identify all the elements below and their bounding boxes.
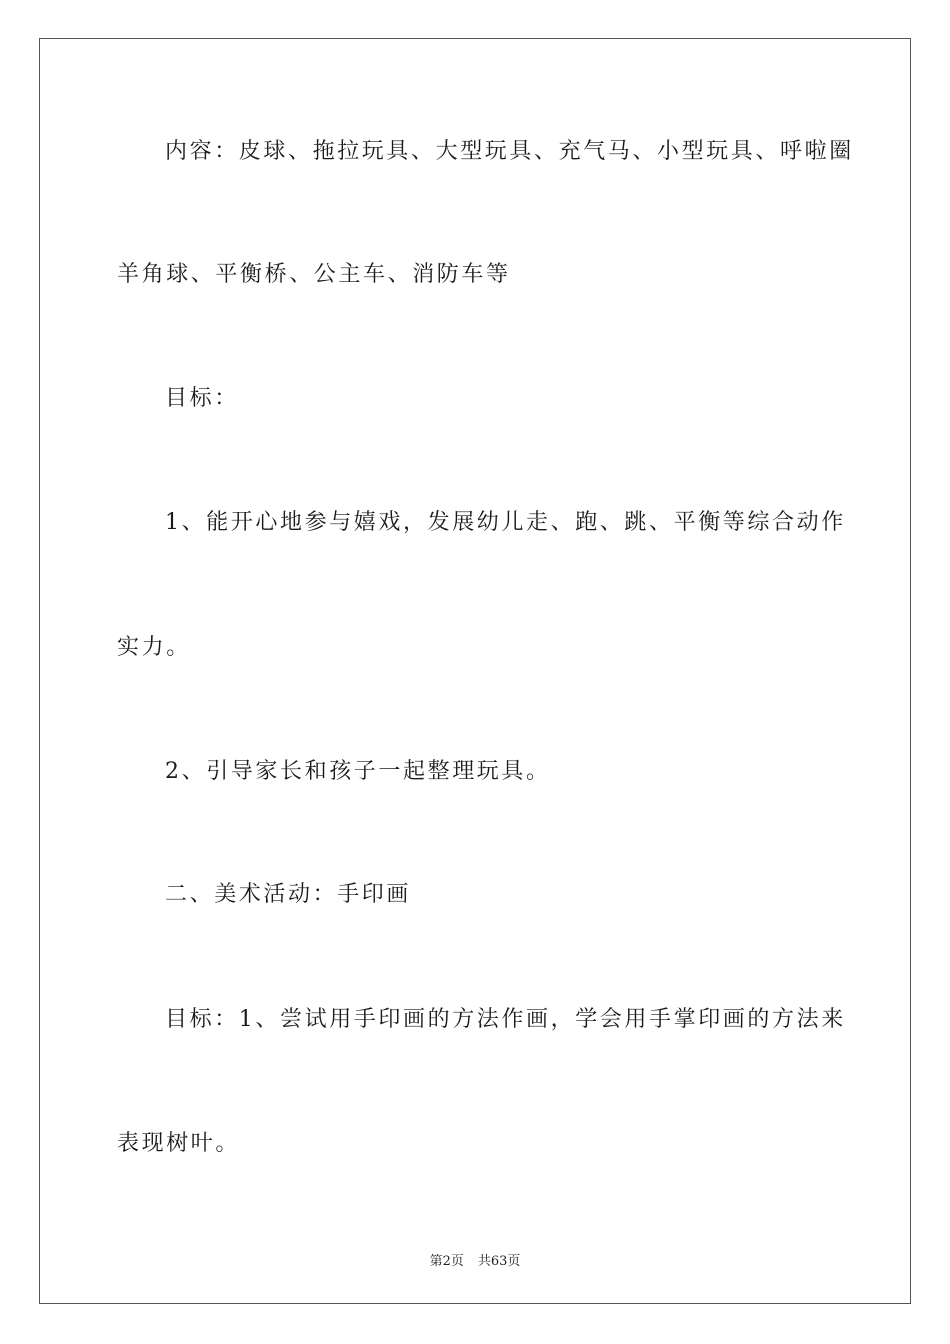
page-border xyxy=(39,38,911,1304)
art-goal-item-1: 目标：1、尝试用手印画的方法作画，学会用手掌印画的方法来 xyxy=(165,1007,846,1032)
paragraph-contents: 内容：皮球、拖拉玩具、大型玩具、充气马、小型玩具、呼啦圈 xyxy=(165,139,854,164)
section-heading-art-activity: 二、美术活动：手印画 xyxy=(165,882,412,907)
goal-item-1: 1、能开心地参与嬉戏，发展幼儿走、跑、跳、平衡等综合动作 xyxy=(165,510,846,535)
heading-goals: 目标： xyxy=(165,386,239,411)
goal-item-2: 2、引导家长和孩子一起整理玩具。 xyxy=(165,759,551,784)
art-goal-item-1-continued: 表现树叶。 xyxy=(117,1131,241,1156)
goal-item-1-continued: 实力。 xyxy=(117,635,191,660)
page-number: 第2页 xyxy=(429,1254,464,1269)
paragraph-contents-continued: 羊角球、平衡桥、公主车、消防车等 xyxy=(117,262,511,287)
page-footer xyxy=(0,1250,950,1269)
page-total: 共63页 xyxy=(477,1254,521,1269)
